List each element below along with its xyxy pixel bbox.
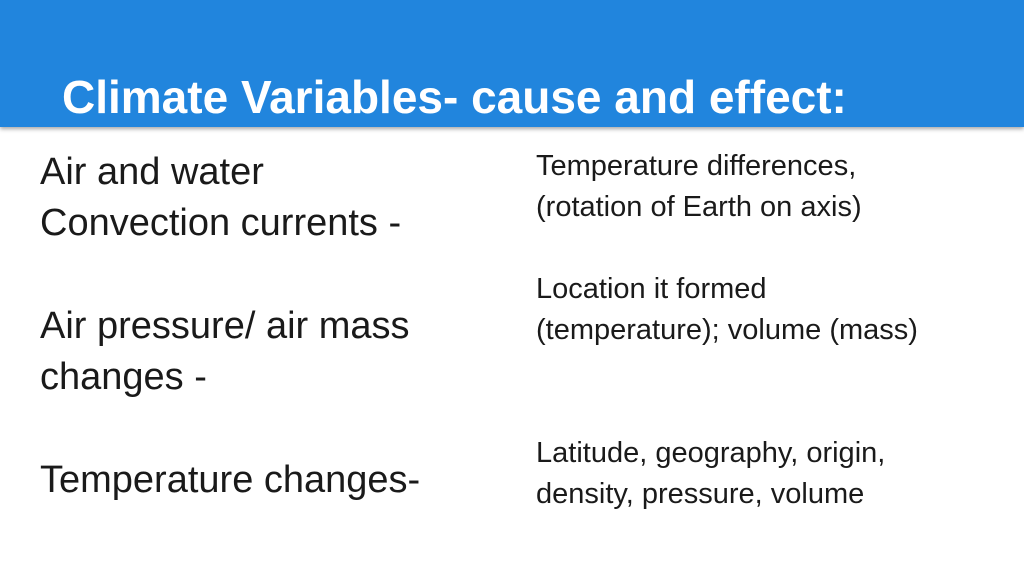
effect-line: (rotation of Earth on axis)	[536, 191, 862, 223]
effect-location-formed	[536, 269, 918, 351]
cause-convection	[40, 147, 401, 249]
cause-line: Temperature changes-	[40, 459, 421, 501]
slide-title: Climate Variables- cause and effect:	[62, 71, 847, 123]
cause-line: Air and water	[40, 151, 264, 193]
effect-latitude-geography	[536, 433, 885, 515]
title-banner	[0, 0, 1024, 127]
effect-temperature-differences	[536, 146, 862, 228]
cause-line: changes -	[40, 356, 207, 398]
cause-temperature	[40, 455, 420, 506]
effect-line: Latitude, geography, origin,	[536, 437, 886, 469]
cause-line: Convection currents -	[40, 202, 402, 244]
effect-line: Location it formed	[536, 273, 767, 305]
effect-line: (temperature); volume (mass)	[536, 314, 918, 346]
effect-line: Temperature differences,	[536, 150, 857, 182]
cause-line: Air pressure/ air mass	[40, 305, 410, 347]
cause-air-pressure	[40, 301, 410, 403]
effect-line: density, pressure, volume	[536, 478, 865, 510]
